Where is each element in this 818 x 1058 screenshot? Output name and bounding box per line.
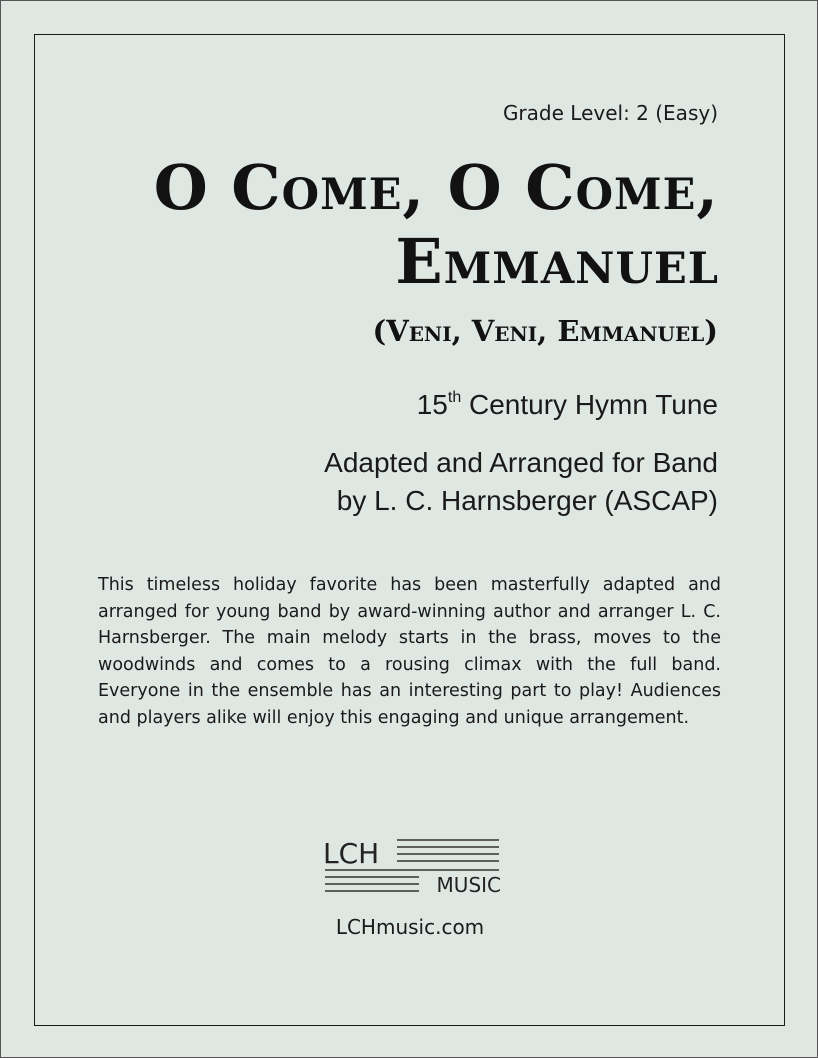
origin-rest: Century Hymn Tune xyxy=(461,389,718,420)
arranger-line-1: Adapted and Arranged for Band xyxy=(324,447,718,478)
origin-suffix: th xyxy=(447,389,462,406)
description-paragraph: This timeless holiday favorite has been masterfully adapted and arranged for young band by award-winning author and arranger L. C. Harnsberger. The main melody starts in the brass, moves to the woodwinds and comes to a rousing climax with the full band. Everyone in the ensemble has an interesting part to play! Audiences and players alike will enjoy this engaging and unique arrangement. xyxy=(98,575,721,728)
title-line-1: O Come, O Come, xyxy=(153,151,719,224)
title-line-2: Emmanuel xyxy=(395,225,719,298)
origin-number: 15 xyxy=(416,389,448,420)
subtitle: (Veni, Veni, Emmanuel) xyxy=(372,314,718,348)
logo-music-text: MUSIC xyxy=(436,873,501,897)
logo-lch-text: LCH xyxy=(323,837,380,870)
page-title xyxy=(79,151,719,299)
lch-music-logo xyxy=(323,837,501,899)
arranger-line-2: by L. C. Harnsberger (ASCAP) xyxy=(336,485,718,516)
website-link[interactable]: LCHmusic.com xyxy=(335,915,485,939)
arranger-credit xyxy=(324,444,718,520)
origin-line xyxy=(417,389,718,421)
grade-level: Grade Level: 2 (Easy) xyxy=(502,101,718,125)
